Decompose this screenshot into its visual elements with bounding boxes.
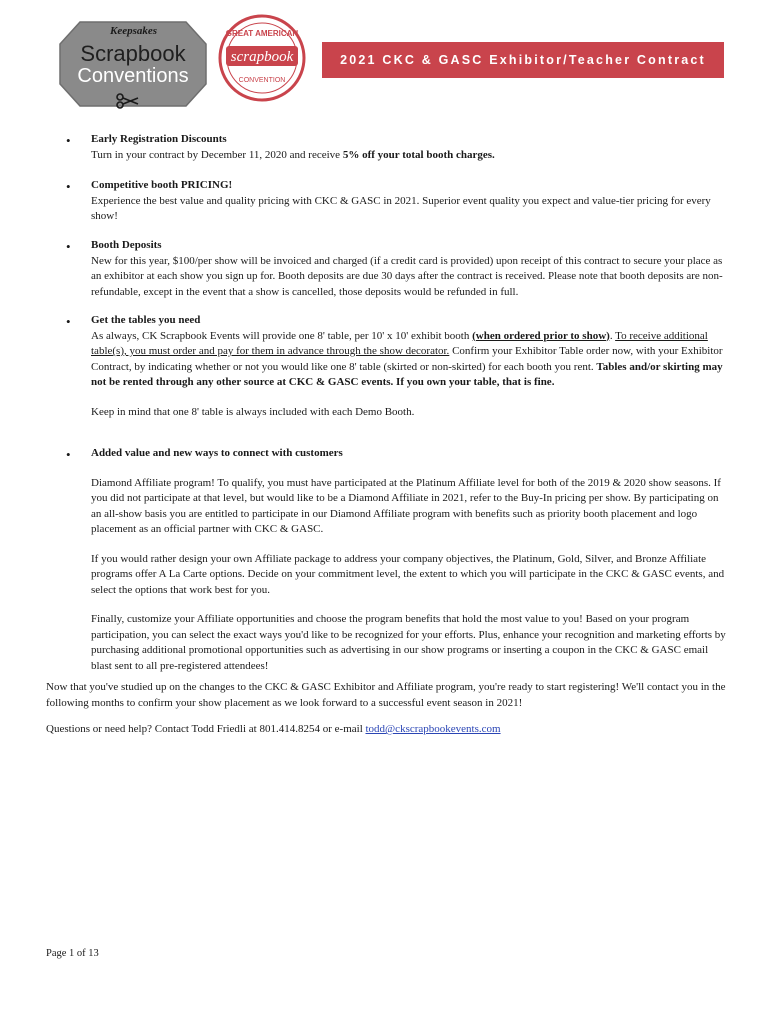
section-heading: Competitive booth PRICING! bbox=[91, 179, 233, 191]
tables-text: Confirm your Exhibitor Table order now, with your Exhibitor Contract, by indicating whether or not you would like one 8' table (skirted or non-skirted) for each booth you rent. bbox=[91, 345, 723, 373]
section-body: Experience the best value and quality pricing with CKC & GASC in 2021. Superior event quality you expect and value-tier pricing for every show! bbox=[91, 194, 711, 222]
contact-text: Questions or need help? Contact Todd Friedli at 801.414.8254 or e-mail bbox=[46, 723, 366, 735]
section-pricing bbox=[91, 178, 727, 225]
section-early-registration bbox=[91, 132, 727, 163]
affiliate-paragraph: Finally, customize your Affiliate opportunities and choose the program benefits that hold the most value to you! Based on your program participation, you can select the exact ways you'd like to be recognized for your efforts. Plus, enhance your recognition and marketing efforts by purchasing additional promotional opportunities such as advertising in our show programs or inserting a coupon in the CKC & GASC email blast sent to all pre-registered attendees! bbox=[91, 613, 726, 672]
gasc-middle-text: scrapbook bbox=[230, 49, 294, 65]
tables-text: As always, CK Scrapbook Events will provide one 8' table, per 10' x 10' exhibit booth bbox=[91, 329, 473, 342]
section-tables bbox=[91, 313, 727, 420]
contact-line bbox=[46, 722, 726, 738]
section-heading: Early Registration Discounts bbox=[91, 133, 227, 145]
tables-note: Keep in mind that one 8' table is always included with each Demo Booth. bbox=[91, 405, 415, 418]
closing-paragraph: Now that you've studied up on the changes to the CKC & GASC Exhibitor and Affiliate program, you're ready to start registering! We'll contact you in the following months to confirm your show placement as we look forward to a successful event season in 2021! bbox=[46, 681, 726, 709]
section-heading: Get the tables you need bbox=[91, 314, 201, 326]
bullet-icon bbox=[66, 183, 74, 191]
bullet-icon bbox=[66, 318, 74, 326]
contract-title-banner: 2021 CKC & GASC Exhibitor/Teacher Contract bbox=[322, 42, 724, 78]
section-added-value bbox=[91, 446, 727, 674]
logo-line1-text: Scrapbook bbox=[80, 41, 186, 66]
bullet-icon bbox=[66, 137, 74, 145]
gasc-bottom-text: CONVENTION bbox=[238, 77, 286, 84]
early-discount-text: 5% off your total booth charges. bbox=[342, 148, 495, 161]
affiliate-paragraph: If you would rather design your own Affiliate package to address your company objectives, the Platinum, Gold, Silver, and Bronze Affiliate programs offer A La Carte options. Decide on your commitment level, the extent to which you will participate in the CKC & GASC events, and select the options that work best for you. bbox=[91, 552, 725, 596]
bullet-icon bbox=[66, 451, 74, 459]
contact-email-link[interactable]: todd@ckscrapbookevents.com bbox=[365, 723, 501, 735]
tables-underlined-text: To receive additional table(s), you must order and pay for them in advance through the show decorator. bbox=[91, 329, 708, 357]
section-heading: Added value and new ways to connect with customers bbox=[91, 447, 343, 459]
logo-brand-text: Keepsakes bbox=[110, 25, 158, 37]
early-text: Turn in your contract by December 11, 2020 and receive bbox=[91, 148, 343, 161]
section-booth-deposits bbox=[91, 238, 727, 300]
section-heading: Booth Deposits bbox=[91, 239, 162, 251]
section-body: New for this year, $100/per show will be invoiced and charged (if a credit card is provided) upon receipt of this contract to secure your place as an exhibitor at each show you sign up for. Booth deposits are due 30 days after the contract is received. Please note that booth deposits are non-refundable, except in the event that a show is cancelled, those deposits would be refunded in full. bbox=[91, 254, 723, 298]
logo-line2-text: Conventions bbox=[77, 65, 189, 87]
gasc-great-american-scrapbook-logo bbox=[218, 14, 306, 102]
ckc-scrapbook-conventions-logo bbox=[58, 18, 208, 110]
section-body bbox=[91, 148, 727, 164]
affiliate-paragraph: Diamond Affiliate program! To qualify, you must have participated at the Platinum Affiliate level for both of the 2019 & 2020 show seasons. If you did not participate at that level, but would like to be a Diamond Affiliate in 2021, refer to the Buy-In pricing per show. By participating on an all-show basis you are entitled to participate in our Diamond Affiliate program with benefits such as priority booth placement and logo placement as an official partner with CKC & GASC. bbox=[91, 476, 721, 535]
section-body bbox=[91, 329, 727, 391]
tables-bold-text: Tables and/or skirting may not be rented through any other source at CKC & GASC events. If you own your table, that is fine. bbox=[91, 360, 723, 388]
tables-emphasis: (when ordered prior to show) bbox=[472, 329, 610, 342]
gasc-top-text: GREAT AMERICAN bbox=[225, 29, 299, 38]
bullet-icon bbox=[66, 243, 74, 251]
tables-text: . bbox=[609, 329, 616, 342]
page-number: Page 1 of 13 bbox=[46, 948, 99, 959]
